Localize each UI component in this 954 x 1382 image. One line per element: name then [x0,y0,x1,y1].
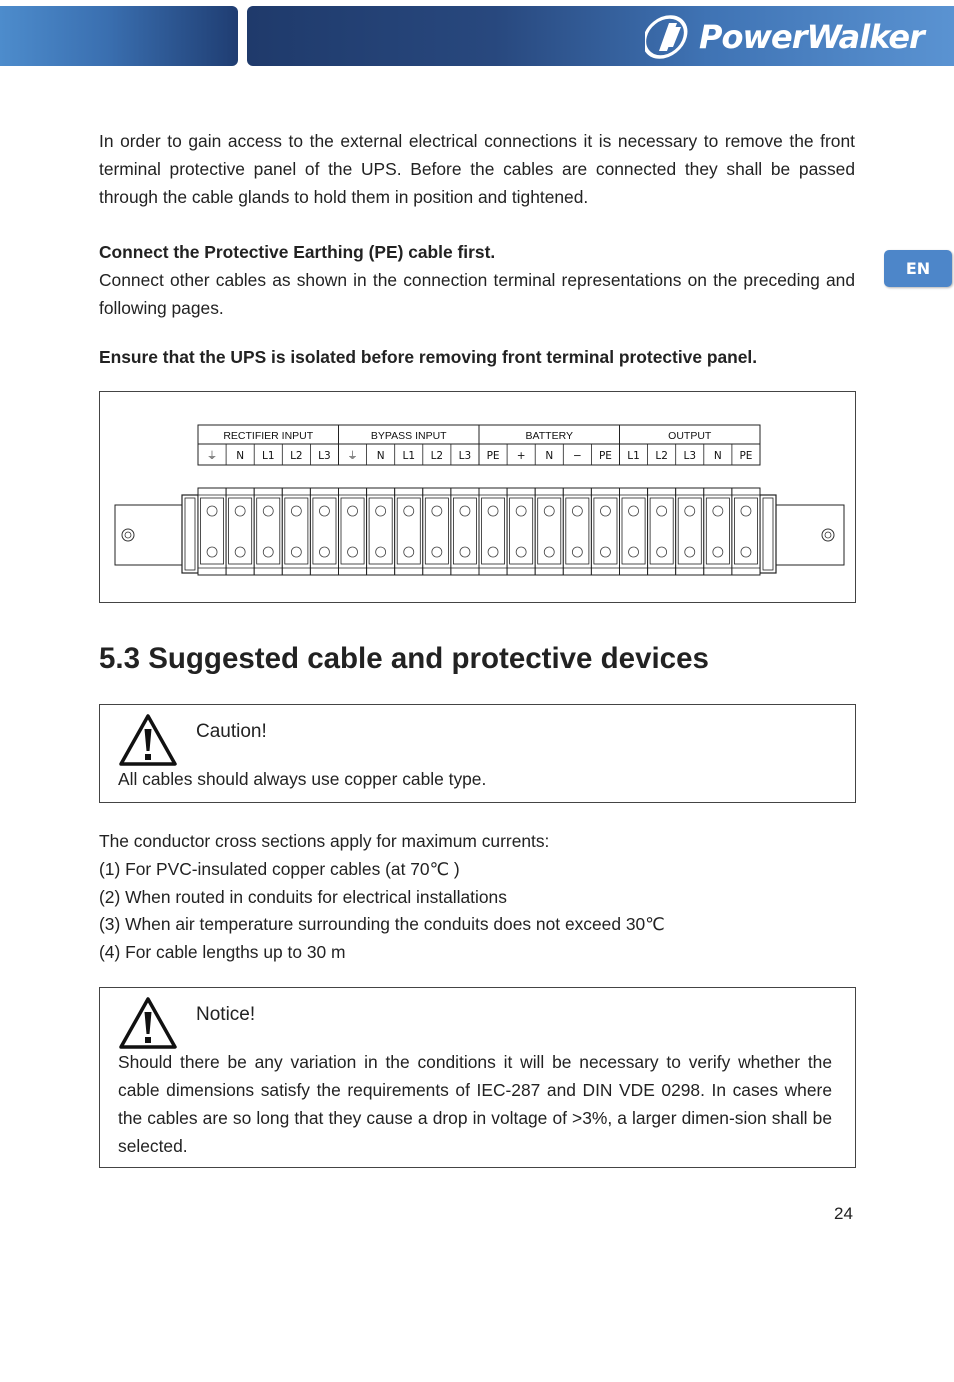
terminal-block [282,488,310,575]
terminal-label: L2 [655,450,668,462]
notice-title: Notice! [196,1004,256,1025]
terminal-label: N [236,450,245,462]
terminal-label: ⏚ [206,450,218,462]
terminal-label: L1 [261,450,275,462]
terminal-block [254,488,282,575]
condition-item: (1) For PVC-insulated copper cables (at 70℃ ) [99,859,460,879]
terminal-label: L3 [458,450,472,462]
group-label: RECTIFIER INPUT [223,430,314,442]
right-end-plate [760,495,776,573]
left-end-plate [182,495,198,573]
terminal-label: L1 [627,450,640,462]
terminal-block [198,488,226,575]
language-tab-en[interactable]: EN [884,250,952,287]
terminal-label: PE [486,450,500,462]
warning-triangle-icon [118,996,178,1050]
terminal-block [367,488,395,575]
terminal-block [648,488,676,575]
terminal-label: PE [598,450,612,462]
terminal-block-drawing [100,392,855,602]
terminal-label: L1 [402,450,416,462]
terminal-label: + [516,450,526,462]
terminal-block [620,488,648,575]
terminal-label: ⏚ [347,450,358,462]
terminal-block [591,488,619,575]
terminal-block [479,488,507,575]
terminal-block [704,488,732,575]
terminal-block [676,488,704,575]
brand-name: PowerWalker [699,18,924,56]
terminal-block [339,488,367,575]
intro-paragraph: In order to gain access to the external electrical connections it is necessary to remove the front terminal protective panel of the UPS. Before the cables are connected they shall be passed through the cable glands to hold them in position and tightened. [99,131,855,207]
terminal-block [732,488,760,575]
group-label: BATTERY [525,430,573,442]
terminal-block [451,488,479,575]
condition-item: (3) When air temperature surrounding the conduits does not exceed 30℃ [99,914,665,934]
connect-text: Connect other cables as shown in the connection terminal representations on the preceding and following pages. [99,270,855,318]
left-rail-hole-inner [125,532,131,538]
terminal-block [310,488,338,575]
page-number: 24 [834,1204,853,1223]
terminal-block [535,488,563,575]
caution-title: Caution! [196,721,267,742]
condition-item: (4) For cable lengths up to 30 m [99,942,346,962]
warning-triangle-icon [118,713,178,767]
right-rail-hole [822,529,834,541]
terminal-label: N [545,450,554,462]
caution-box [99,704,856,803]
terminal-label: N [376,450,385,462]
terminal-label: L2 [430,450,444,462]
terminal-block [423,488,451,575]
terminal-label: N [713,450,722,462]
right-rail-hole-inner [825,532,831,538]
left-rail-hole [122,529,134,541]
powerwalker-logo-icon [645,13,699,61]
terminal-label: PE [739,450,753,462]
brand-logo [645,12,945,62]
terminal-block [563,488,591,575]
terminal-label: − [572,450,582,462]
notice-text: Should there be any variation in the conditions it will be necessary to verify whether the cable dimensions satisfy the requirements of IEC-287 and DIN VDE 0298. In cases where the cables are so long that they cause a drop in voltage of >3%, a larger dimen-sion shall be selected. [118,1052,832,1156]
group-label: BYPASS INPUT [370,430,447,442]
section-title: 5.3 Suggested cable and protective devices [99,642,709,675]
pe-note: Connect the Protective Earthing (PE) cable first. [99,242,496,262]
caution-text: All cables should always use copper cable type. [118,769,487,789]
notice-box [99,987,856,1168]
terminal-label: L3 [683,450,697,462]
terminal-block [395,488,423,575]
terminal-block [226,488,254,575]
terminal-diagram [99,391,856,603]
group-label: OUTPUT [668,430,712,442]
terminal-label: L3 [318,450,331,462]
header-band-left [0,6,238,66]
isolate-warning: Ensure that the UPS is isolated before removing front terminal protective panel. [99,347,758,367]
terminal-label: L2 [290,450,303,462]
terminal-block [507,488,535,575]
condition-item: (2) When routed in conduits for electrical installations [99,887,507,907]
conditions-intro: The conductor cross sections apply for maximum currents: [99,831,550,851]
